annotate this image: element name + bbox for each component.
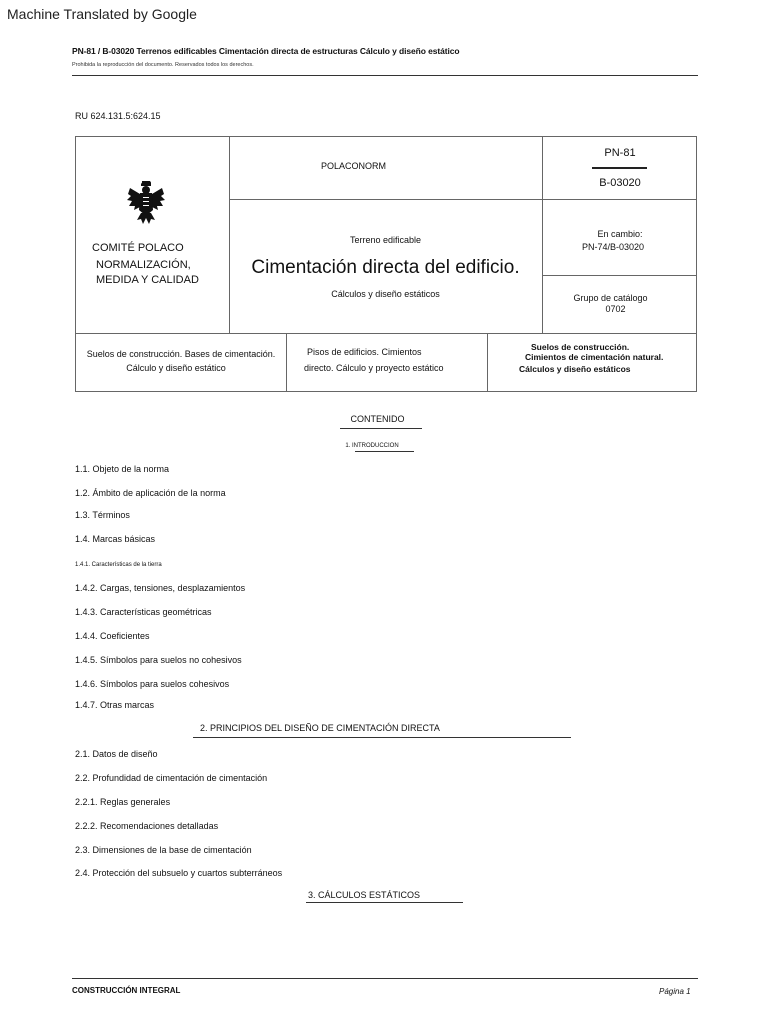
page-number: Página 1 (659, 987, 691, 996)
catalog-label: Grupo de catálogo (573, 293, 648, 303)
footer-divider (72, 978, 698, 979)
category: Terreno edificable (349, 235, 422, 245)
section-2-heading: 2. PRINCIPIOS DEL DISEÑO DE CIMENTACIÓN DIRECTA (200, 723, 440, 733)
toc-item: 2.2. Profundidad de cimentación de cimentación (75, 773, 268, 783)
keywords-col3-line1: Suelos de construcción. (531, 342, 630, 352)
keywords-divider (286, 333, 287, 392)
replaces-value: PN-74/B-03020 (581, 242, 645, 252)
toc-item: 1.4.2. Cargas, tensiones, desplazamientos (75, 583, 246, 593)
toc-item: 1.4.6. Símbolos para suelos cohesivos (75, 679, 230, 689)
keywords-col3-line3: Cálculos y diseño estáticos (519, 364, 631, 374)
toc-item: 2.3. Dimensiones de la base de cimentación (75, 845, 252, 855)
document-header-title: PN-81 / B-03020 Terrenos edificables Cimentación directa de estructuras Cálculo y diseño estático (72, 46, 460, 56)
toc-item: 1.4. Marcas básicas (75, 534, 156, 544)
header-divider (72, 75, 698, 76)
footer-publisher: CONSTRUCCIÓN INTEGRAL (72, 986, 181, 995)
standard-code: B-03020 (599, 177, 641, 189)
subtitle: Cálculos y diseño estáticos (331, 289, 440, 299)
udc-classification: RU 624.131.5:624.15 (75, 111, 161, 121)
title-block-divider (75, 333, 697, 334)
title-block-divider (542, 275, 697, 276)
rights-notice: Prohibida la reproducción del documento. Reservados todos los derechos. (72, 62, 254, 68)
keywords-col3-line2: Cimientos de cimentación natural. (525, 352, 664, 362)
translation-banner: Machine Translated by Google (7, 6, 197, 22)
standard-number: PN-81 (604, 147, 636, 159)
section-2-underline (193, 737, 571, 738)
brand-name: POLACONORM (321, 161, 387, 171)
toc-item: 2.1. Datos de diseño (75, 749, 158, 759)
section-1-underline (355, 451, 414, 452)
toc-item: 2.2.2. Recomendaciones detalladas (75, 821, 219, 831)
keywords-col2-line1: Pisos de edificios. Cimientos (307, 347, 422, 357)
toc-item: 1.4.1. Características de la tierra (75, 562, 162, 568)
contents-heading: CONTENIDO (350, 414, 405, 424)
replaces-label: En cambio: (597, 229, 643, 239)
catalog-value: 0702 (605, 304, 626, 314)
toc-item: 1.4.5. Símbolos para suelos no cohesivos (75, 655, 242, 665)
toc-item: 1.4.7. Otras marcas (75, 700, 155, 710)
toc-item: 1.2. Ámbito de aplicación de la norma (75, 488, 226, 498)
section-1-heading: 1. INTRODUCCION (345, 443, 399, 449)
polish-eagle-emblem-icon (126, 180, 166, 226)
committee-line-2: NORMALIZACIÓN, (96, 259, 191, 271)
committee-line-3: MEDIDA Y CALIDAD (96, 274, 199, 286)
main-title: Cimentación directa del edificio. (251, 257, 520, 278)
committee-line-1: COMITÉ POLACO (92, 242, 184, 254)
toc-item: 2.4. Protección del subsuelo y cuartos subterráneos (75, 868, 283, 878)
keywords-col1-line1: Suelos de construcción. Bases de cimentación. (86, 349, 276, 359)
keywords-col1-line2: Cálculo y diseño estático (126, 363, 226, 373)
section-3-underline (306, 902, 463, 903)
toc-item: 1.3. Términos (75, 510, 130, 520)
toc-item: 2.2.1. Reglas generales (75, 797, 171, 807)
toc-item: 1.1. Objeto de la norma (75, 464, 170, 474)
toc-item: 1.4.3. Características geométricas (75, 607, 212, 617)
section-3-heading: 3. CÁLCULOS ESTÁTICOS (308, 890, 421, 900)
keywords-divider (487, 333, 488, 392)
contents-heading-underline (340, 428, 422, 429)
standard-number-rule (592, 167, 647, 169)
toc-item: 1.4.4. Coeficientes (75, 631, 150, 641)
title-block-divider (229, 199, 697, 200)
keywords-col2-line2: directo. Cálculo y proyecto estático (304, 363, 444, 373)
